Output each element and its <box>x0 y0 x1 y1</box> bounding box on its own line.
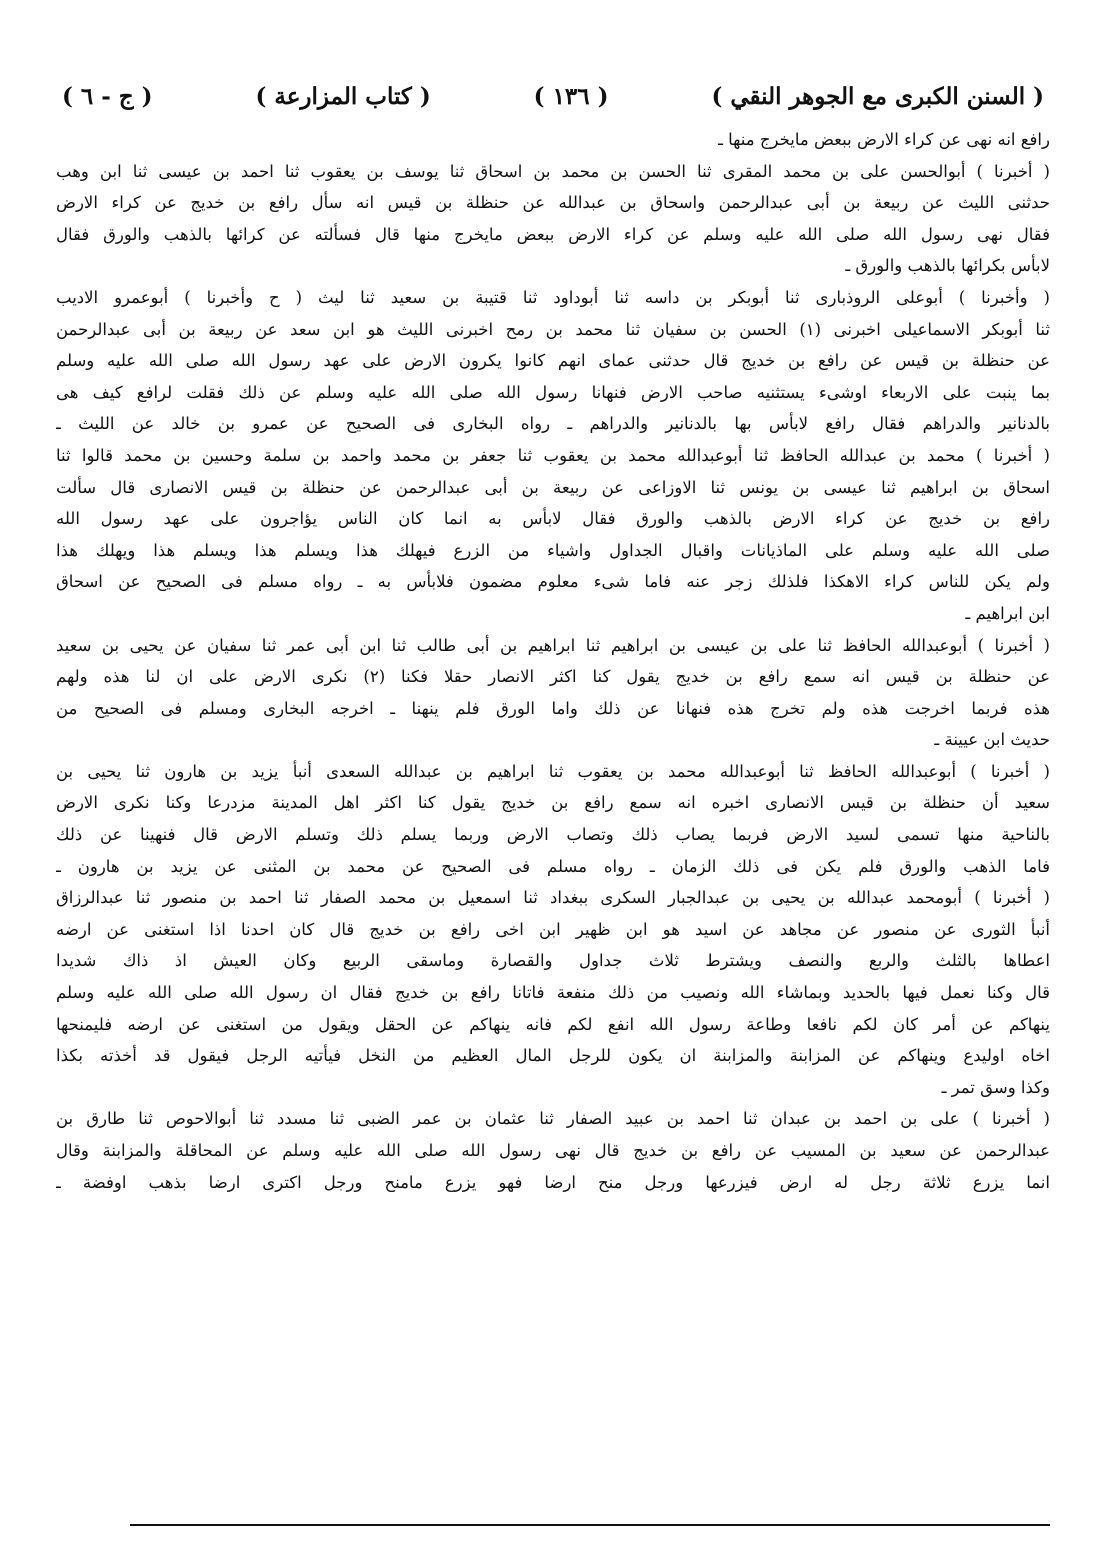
footer-divider <box>130 1524 1050 1526</box>
text-line: ( أخبرنا ) أبوالحسن على بن محمد المقرى ثنا الحسن بن محمد بن اسحاق ثنا يوسف بن يعقوب ثنا احمد بن عيسى ثنا ابن وهب <box>56 161 1050 181</box>
text-line: ( أخبرنا ) أبوعبدالله الحافظ ثنا أبوعبدالله محمد بن يعقوب ثنا ابراهيم بن عبدالله السعدى أنبأ يزيد بن هارون ثنا يحيى بن <box>56 761 1050 781</box>
text-line: سعيد أن حنظلة بن قيس الانصارى اخبره انه سمع رافع بن خديج يقول كنا اكثر اهل المدينة مزدرعا وكنا نكرى الارض <box>56 793 1050 813</box>
text-line: رافع بن خديج عن كراء الارض بالذهب والورق فقال لابأس به انما كان الناس يؤاجرون على عهد رسول الله <box>56 509 1050 529</box>
text-line: ولم يكن للناس كراء الاهكذا فلذلك زجر عنه فاما شىء معلوم مضمون فلابأس به ـ رواه مسلم فى الصحيح عن اسحاق <box>56 572 1050 592</box>
chapter-title: ( كتاب المزارعة ) <box>255 82 431 110</box>
text-body <box>56 124 1050 1198</box>
book-title: ( السنن الكبرى مع الجوهر النقي ) <box>711 82 1044 110</box>
text-line: حديث ابن عيينة ـ <box>934 730 1050 750</box>
running-header <box>56 70 1050 122</box>
text-line: ثنا أبوبكر الاسماعيلى اخبرنى (١) الحسن بن سفيان ثنا محمد بن رمح اخبرنى الليث هو ابن سعد عن ربيعة بن أبى عبدالرحمن <box>56 319 1050 339</box>
text-line: هذه فربما اخرجت هذه ولم تخرج هذه فنهانا عن ذلك واما الورق فلم ينهنا ـ اخرجه البخارى ومسلم فى الصحيح من <box>56 698 1050 718</box>
volume-number: ( ج - ٦ ) <box>62 82 153 110</box>
text-line: عن حنظلة بن قيس عن رافع بن خديج قال حدثنى عماى انهم كانوا يكرون الارض على عهد رسول الله صلى الله عليه وسلم <box>56 351 1050 371</box>
text-line: اسحاق بن ابراهيم ثنا عيسى بن يونس ثنا الاوزاعى عن ربيعة بن أبى عبدالرحمن عن حنظلة بن قيس الانصارى قال سألت <box>56 477 1050 497</box>
text-line: ( أخبرنا ) محمد بن عبدالله الحافظ ثنا أبوعبدالله محمد بن يعقوب ثنا جعفر بن محمد واحمد بن سلمة وحسين بن محمد قالوا ثنا <box>56 445 1050 465</box>
text-line: انما يزرع ثلاثة رجل له ارض فيزرعها ورجل منح ارضا فهو يزرع مامنح ورجل اكترى ارضا بذهب اوفضة ـ <box>56 1172 1050 1192</box>
text-line: لابأس بكرائها بالذهب والورق ـ <box>845 256 1050 276</box>
text-line: حدثنى الليث عن ربيعة بن أبى عبدالرحمن واسحاق بن عبدالله عن حنظلة بن قيس انه سأل رافع بن خديج عن كراء الارض <box>56 193 1050 213</box>
text-line: عبدالرحمن عن سعيد بن المسيب عن رافع بن خديج قال نهى رسول الله صلى الله عليه وسلم عن المحاقلة والمزابنة وقال <box>56 1141 1050 1160</box>
text-line: أنبأ الثورى عن منصور عن مجاهد عن اسيد هو ابن ظهير ابن اخى رافع بن خديج قال كان احدنا اذا استغنى عن ارضه <box>56 919 1050 939</box>
text-line: ( أخبرنا ) على بن احمد بن عبدان ثنا احمد بن عبيد الصفار ثنا عثمان بن عمر الضبى ثنا مسدد ثنا أبوالاحوص ثنا طارق بن <box>56 1109 1050 1129</box>
text-line: ينهاكم عن أمر كان لكم نافعا وطاعة رسول الله انفع لكم فانه ينهاكم عن الحقل ويقول من استغنى عن ارضه فليمنحها <box>56 1014 1050 1034</box>
text-line: بالناحية منها تسمى لسيد الارض فربما يصاب ذلك وتصاب الارض وربما يسلم ذلك وتسلم الارض قال فنهينا عن ذلك <box>56 825 1050 845</box>
page-number: ( ١٣٦ ) <box>533 82 609 110</box>
text-line: ابن ابراهيم ـ <box>965 603 1050 623</box>
text-line: ( أخبرنا ) أبوعبدالله الحافظ ثنا على بن عيسى بن ابراهيم ثنا ابراهيم بن أبى طالب ثنا ابن أبى عمر ثنا سفيان عن يحيى بن سعيد <box>56 635 1050 655</box>
text-line: فاما الذهب والورق فلم يكن فى ذلك الزمان ـ رواه مسلم فى الصحيح عن محمد بن المثنى عن يزيد بن هارون ـ <box>56 856 1050 876</box>
text-line: بالدنانير والدراهم فقال رافع لابأس بها بالدنانير والدراهم ـ رواه البخارى فى الصحيح عن عمرو بن خالد عن الليث ـ <box>56 414 1050 434</box>
text-line: ( أخبرنا ) أبومحمد عبدالله بن يحيى بن عبدالجبار السكرى ببغداد ثنا اسمعيل بن محمد الصفار ثنا احمد بن منصور ثنا عبدالرزاق <box>56 888 1050 908</box>
text-line: وكذا وسق تمر ـ <box>941 1077 1050 1097</box>
text-line: اخاه اوليدع وينهاكم عن المزابنة والمزابنة ان يكون للرجل المال العظيم من النخل فيأتيه الرجل فيقول قد أخذته بكذا <box>56 1046 1050 1066</box>
text-line: بما ينبت على الاربعاء اوشىء يستثنيه صاحب الارض فنهانا رسول الله صلى الله عليه وسلم عن ذلك فقلت لرافع كيف هى <box>56 382 1050 402</box>
text-line: ( وأخبرنا ) أبوعلى الروذبارى ثنا أبوبكر بن داسه ثنا أبوداود ثنا قتيبة بن سعيد ثنا ليث ( ح وأخبرنا ) أبوعمرو الاديب <box>56 287 1050 307</box>
text-line: رافع انه نهى عن كراء الارض ببعض مايخرج منها ـ <box>718 130 1050 149</box>
text-line: عن حنظلة بن قيس انه سمع رافع بن خديج يقول كنا اكثر الانصار حقلا فكنا (٢) نكرى الارض على ان لنا هذه ولهم <box>56 667 1050 687</box>
text-line: اعطاها بالثلث والربع والنصف ويشترط ثلاث جداول والقصارة وماسقى الربيع وكان العيش اذ ذاك شديدا <box>56 951 1050 971</box>
text-line: قال وكنا نعمل فيها بالحديد وبماشاء الله ونصيب من ذلك منفعة فاتانا رافع بن خديج فقال ان رسول الله صلى الله عليه وسلم <box>56 983 1050 1003</box>
text-line: فقال نهى رسول الله صلى الله عليه وسلم عن كراء الارض ببعض مايخرج منها قال فسألته عن كرائها بالذهب والورق فقال <box>56 224 1050 244</box>
text-line: صلى الله عليه وسلم على الماذيانات واقبال الجداول واشياء من الزرع فيهلك هذا ويسلم هذا ويسلم هذا ويهلك هذا <box>56 540 1050 560</box>
